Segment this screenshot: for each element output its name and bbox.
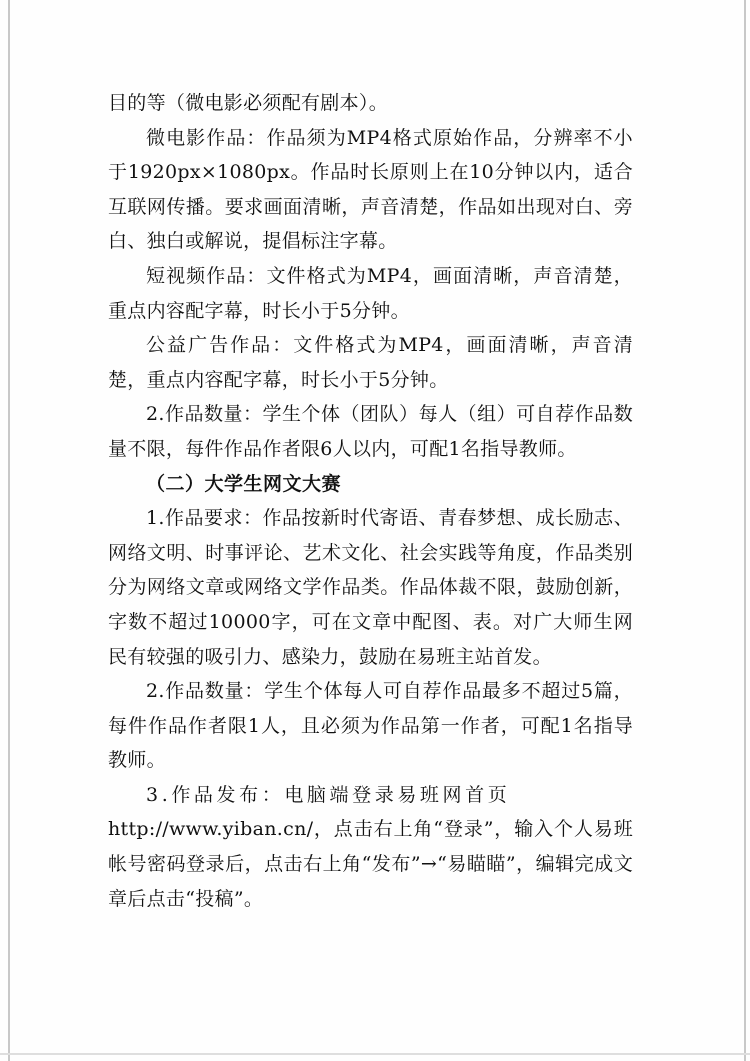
document-body <box>108 86 633 916</box>
bottom-scan-edge <box>0 1053 750 1055</box>
paragraph-short-video: 短视频作品：文件格式为MP4，画面清晰，声音清楚，重点内容配字幕，时长小于5分钟。 <box>108 264 633 322</box>
paragraph-public-ad: 公益广告作品：文件格式为MP4，画面清晰，声音清楚，重点内容配字幕，时长小于5分钟。 <box>108 334 633 391</box>
left-scan-edge <box>8 0 10 1061</box>
paragraph-continuation: 目的等（微电影必须配有剧本）。 <box>108 92 389 114</box>
paragraph-publish: 3.作品发布：电脑端登录易班网首页 <box>146 783 511 806</box>
section-heading: （二）大学生网文大赛 <box>146 472 342 495</box>
paragraph-publish-continued: http://www.yiban.cn/，点击右上角“登录”，输入个人易班帐号密码登录后，点击右上角“发布”→“易瞄瞄”，编辑完成文章后点击“投稿”。 <box>108 818 633 910</box>
paragraph-quantity-2: 2.作品数量：学生个体每人可自荐作品最多不超过5篇，每件作品作者限1人，且必须为作品第一作者，可配1名指导教师。 <box>108 680 633 772</box>
paragraph-micro-film: 微电影作品：作品须为MP4格式原始作品，分辨率不小于1920px×1080px。作品时长原则上在10分钟以内，适合互联网传播。要求画面清晰，声音清楚，作品如出现对白、旁白、独白或解说，提倡标注字幕。 <box>108 126 633 253</box>
paragraph-quantity-1: 2.作品数量：学生个体（团队）每人（组）可自荐作品数量不限，每件作品作者限6人以内，可配1名指导教师。 <box>108 403 633 460</box>
right-scan-edge <box>744 0 746 1061</box>
paragraph-requirements: 1.作品要求：作品按新时代寄语、青春梦想、成长励志、网络文明、时事评论、艺术文化、社会实践等角度，作品类别分为网络文章或网络文学作品类。作品体裁不限，鼓励创新，字数不超过10000字，可在文章中配图、表。对广大师生网民有较强的吸引力、感染力，鼓励在易班主站首发。 <box>108 507 633 668</box>
